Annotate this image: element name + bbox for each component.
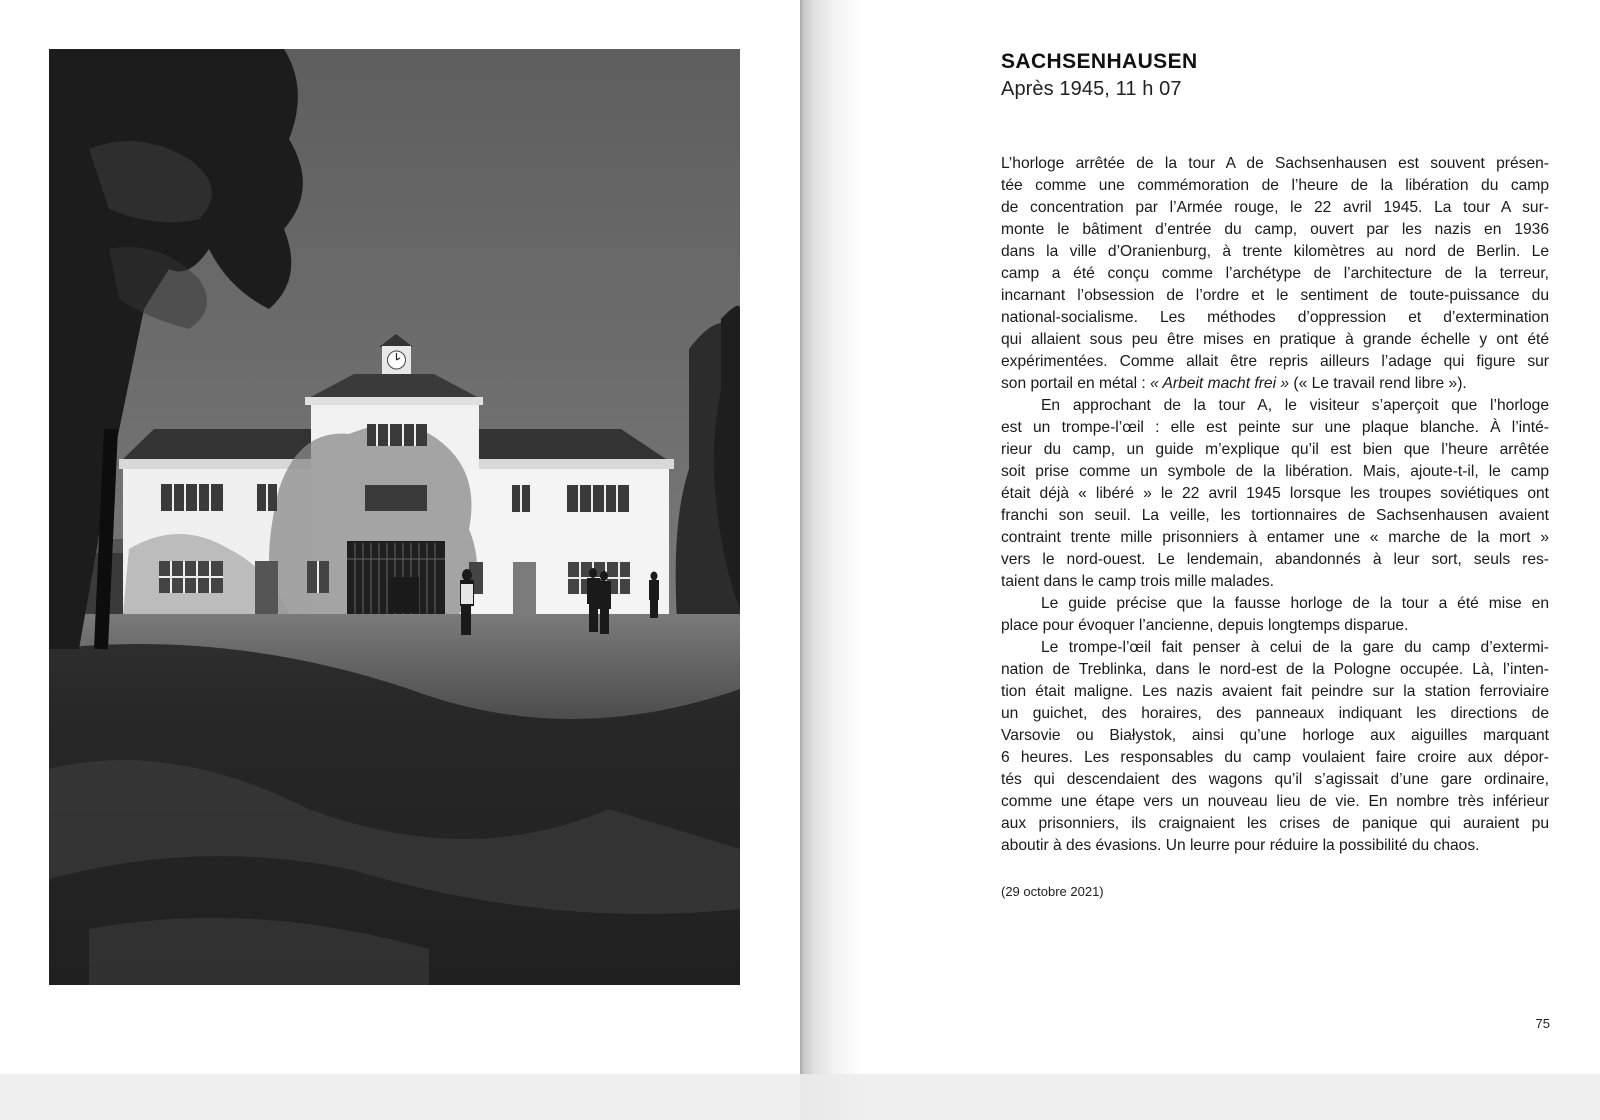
text-line: Le guide précise que la fausse horloge de la tour a été mise en [1041, 595, 1549, 612]
text-line: incarnant l’obsession de l’ordre et le sentiment de toute-puissance du [1001, 287, 1549, 304]
text-line: comme une étape vers un nouveau lieu de vie. En nombre très inférieur [1001, 793, 1549, 810]
article-subtitle: Après 1945, 11 h 07 [1001, 78, 1182, 100]
text-line: camp a été conçu comme l’archétype de l’architecture de la terreur, [1001, 265, 1549, 282]
text-line: tée comme une commémoration de l’heure de la libération du camp [1001, 177, 1549, 194]
text-line: L’horloge arrêtée de la tour A de Sachsenhausen est souvent présen- [1001, 155, 1549, 172]
sachsenhausen-gate-photo [49, 49, 740, 985]
text-line: aboutir à des évasions. Un leurre pour réduire la possibilité du chaos. [1001, 837, 1480, 854]
article-body [1001, 153, 1549, 857]
left-page [0, 0, 800, 1074]
text-line: nation de Treblinka, dans le nord-est de la Pologne occupée. Là, l’inten- [1001, 661, 1549, 678]
text-line: de concentration par l’Armée rouge, le 22 avril 1945. La tour A sur- [1001, 199, 1549, 216]
page-number: 75 [1535, 1016, 1550, 1031]
spine-shadow-below [800, 1074, 870, 1120]
text-line: national-socialisme. Les méthodes d’oppression et d’extermination [1001, 309, 1549, 326]
text-line: rieur du camp, un guide m’explique qu’il est bien que l’heure arrêtée [1001, 441, 1549, 458]
text-line: qui allaient sous peu être mises en pratique à grande échelle y ont été [1001, 331, 1549, 348]
italic-quote: « Arbeit macht frei » [1150, 375, 1290, 392]
text-fragment: (« Le travail rend libre »). [1289, 375, 1467, 392]
article-date: (29 octobre 2021) [1001, 884, 1104, 899]
article-title: SACHSENHAUSEN [1001, 50, 1198, 73]
gutter-shadow [800, 0, 860, 1074]
paragraph-4 [1001, 637, 1549, 857]
text-line: En approchant de la tour A, le visiteur s’aperçoit que l’horloge [1041, 397, 1549, 414]
text-line: monte le bâtiment d’entrée du camp, ouvert par les nazis en 1936 [1001, 221, 1549, 238]
text-line: place pour évoquer l’ancienne, depuis longtemps disparue. [1001, 617, 1409, 634]
text-line: Le trompe-l’œil fait penser à celui de la gare du camp d’extermi- [1041, 639, 1549, 656]
paragraph-3 [1001, 593, 1549, 637]
text-line: contraint trente mille prisonniers à entamer une « marche de la mort » [1001, 529, 1549, 546]
paragraph-2 [1001, 395, 1549, 593]
text-line: était déjà « libéré » le 22 avril 1945 lorsque les troupes soviétiques ont [1001, 485, 1549, 502]
text-line: tion était maligne. Les nazis avaient fait peindre sur la station ferroviaire [1001, 683, 1549, 700]
paragraph-1 [1001, 153, 1549, 395]
text-line: soit prise comme un symbole de la libération. Mais, ajoute-t-il, le camp [1001, 463, 1549, 480]
text-line: franchi son seuil. La veille, les tortionnaires de Sachsenhausen avaient [1001, 507, 1549, 524]
text-line: 6 heures. Les responsables du camp voulaient faire croire aux dépor- [1001, 749, 1549, 766]
text-line: est un trompe-l’œil : elle est peinte sur une plaque blanche. À l’inté- [1001, 419, 1549, 436]
text-line: expérimentées. Comme allait être repris ailleurs l’adage qui figure sur [1001, 353, 1549, 370]
text-line: taient dans le camp trois mille malades. [1001, 573, 1275, 590]
text-line: tés qui descendaient des wagons qu’il s’agissait d’une gare ordinaire, [1001, 771, 1549, 788]
text-line [1001, 373, 1549, 395]
text-line: un guichet, des horaires, des panneaux indiquant les directions de [1001, 705, 1549, 722]
text-fragment: son portail en métal : [1001, 375, 1151, 392]
text-line: Varsovie ou Białystok, ainsi qu’une horloge aux aiguilles marquant [1001, 727, 1549, 744]
text-line: aux prisonniers, ils craignaient les crises de panique qui auraient pu [1001, 815, 1549, 832]
text-line: dans la ville d’Oranienburg, à trente kilomètres au nord de Berlin. Le [1001, 243, 1549, 260]
text-line: vers le nord-ouest. Le lendemain, abandonnés à leur sort, seuls res- [1001, 551, 1549, 568]
